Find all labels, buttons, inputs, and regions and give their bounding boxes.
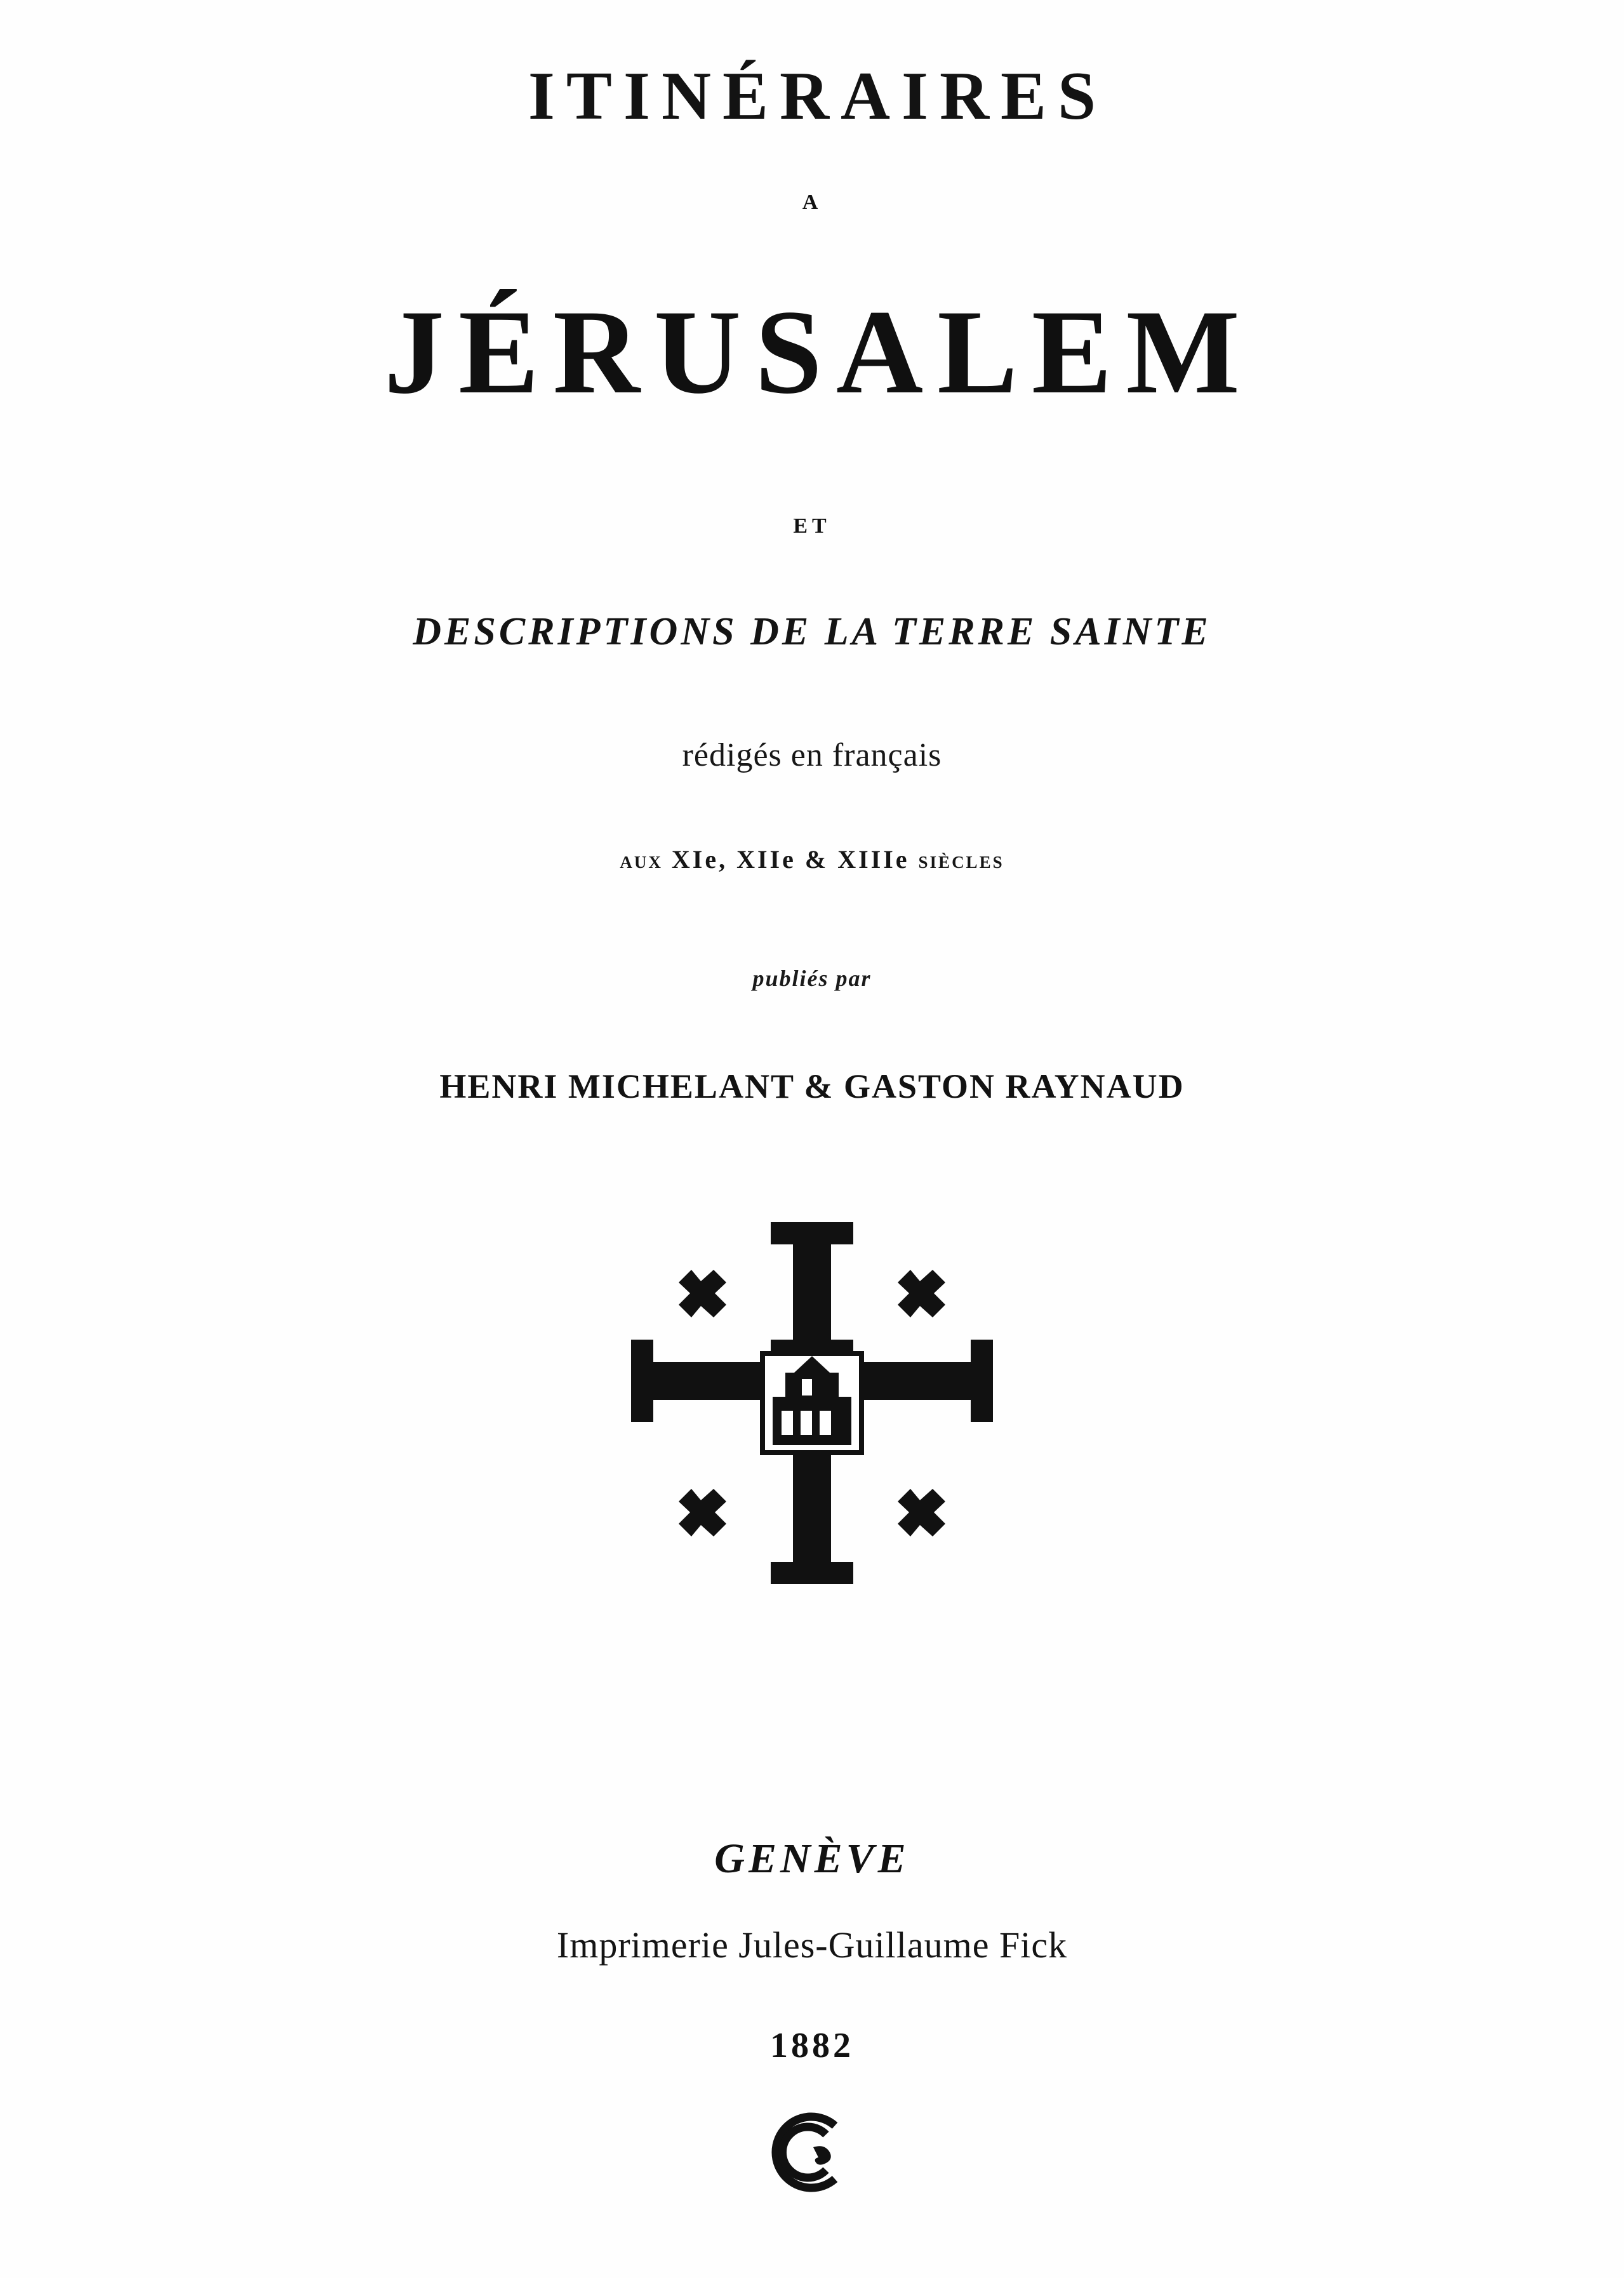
centuries-line — [0, 844, 1624, 874]
imprint-year: 1882 — [770, 2026, 854, 2065]
language-note: rédigés en français — [682, 737, 942, 773]
published-by-label: publiés par — [752, 966, 872, 991]
page-title: ITINÉRAIRES — [528, 58, 1108, 134]
printer-monogram-icon — [755, 2095, 869, 2209]
subtitle: DESCRIPTIONS DE LA TERRE SAINTE — [413, 610, 1211, 653]
title-conjunction-et: ET — [793, 514, 831, 538]
centuries-suffix: SIÈCLES — [918, 853, 1004, 872]
centuries-value: XIe, XIIe & XIIIe — [671, 845, 910, 874]
editors: HENRI MICHELANT & GASTON RAYNAUD — [439, 1067, 1185, 1105]
imprint-printer: Imprimerie Jules-Guillaume Fick — [556, 1924, 1068, 1966]
title-place: JÉRUSALEM — [384, 286, 1254, 419]
centuries-prefix: AUX — [620, 853, 663, 872]
title-conjunction-a: A — [802, 190, 822, 214]
imprint-city: GENÈVE — [714, 1835, 910, 1882]
jerusalem-cross-device-icon — [615, 1206, 1009, 1600]
